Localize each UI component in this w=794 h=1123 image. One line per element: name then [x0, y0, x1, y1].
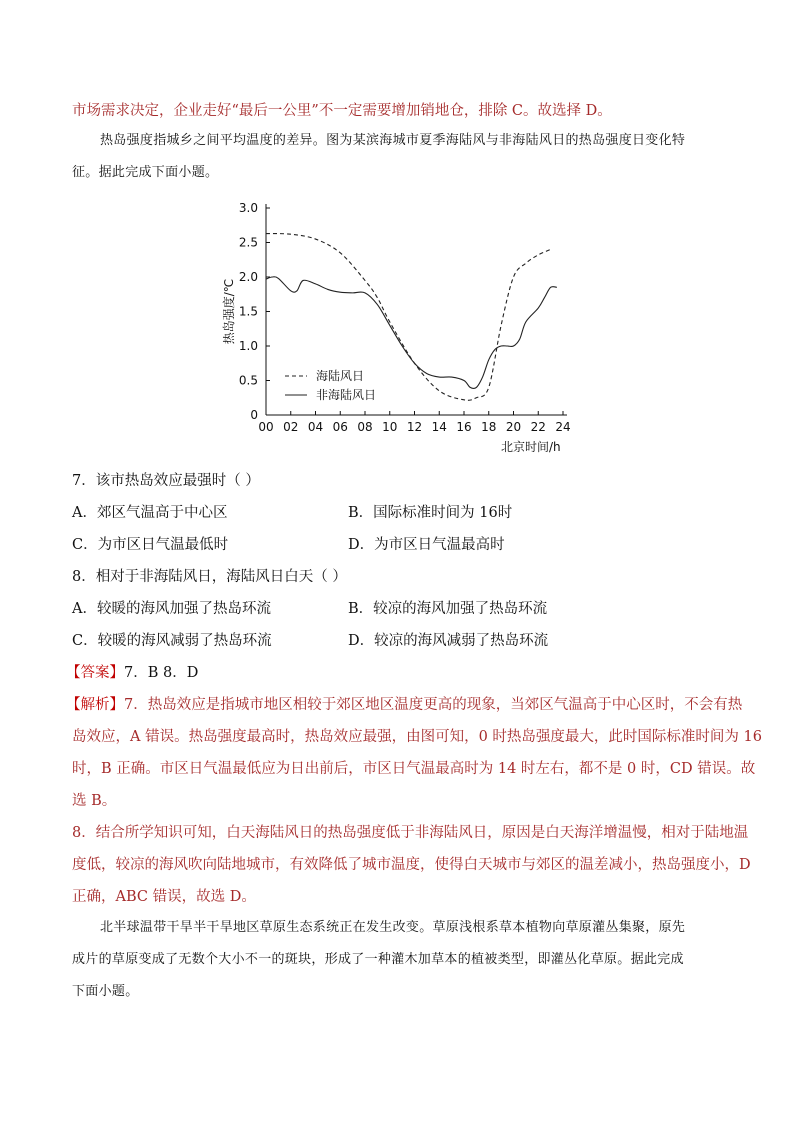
x-tick-label: 04 [307, 420, 324, 434]
q8-option-c[interactable]: C．较暖的海风减弱了热岛环流 [72, 633, 272, 649]
y-axis-label: 热岛强度/℃ [222, 278, 236, 345]
x-tick-label: 22 [530, 420, 546, 434]
series-line-non-sea-land-breeze [266, 277, 557, 389]
x-axis-label: 北京时间/h [501, 440, 561, 454]
q7-option-b[interactable]: B．国际标准时间为 16时 [348, 505, 513, 521]
x-tick-label: 12 [406, 420, 423, 434]
answer-line [66, 663, 198, 683]
x-tick-label: 00 [258, 420, 274, 434]
analysis-line4: 选 B。 [72, 793, 117, 809]
q8-stem: 8．相对于非海陆风日，海陆风日白天（ ） [72, 569, 347, 585]
analysis8-line2: 度低，较凉的海风吹向陆地城市，有效降低了城市温度，使得白天城市与郊区的温差减小，热岛强度小，D [72, 857, 751, 873]
x-tick-label: 06 [332, 420, 348, 434]
y-tick-label: 0 [250, 408, 258, 422]
answer-tag: 【答案】 [66, 665, 124, 681]
legend-label: 非海陆风日 [316, 388, 377, 402]
y-tick-labels [239, 201, 270, 422]
analysis-line3: 时，B 正确。市区日气温最低应为日出前后，市区日气温最高时为 14 时左右，都不是 0 时，CD 错误。故 [72, 761, 756, 777]
legend-label: 海陆风日 [316, 369, 365, 383]
q7-stem: 7．该市热岛效应最强时（ ） [72, 473, 260, 489]
q8-option-a[interactable]: A．较暖的海风加强了热岛环流 [72, 601, 271, 617]
y-tick-label: 3.0 [238, 201, 258, 215]
q7-option-c[interactable]: C．为市区日气温最低时 [72, 537, 229, 553]
y-tick-label: 0.5 [238, 373, 258, 388]
x-tick-label: 02 [283, 420, 299, 434]
analysis-text-1: 7．热岛效应是指城市地区相较于郊区地区温度更高的现象，当郊区气温高于中心区时，不会有热 [124, 697, 743, 713]
answer-text: 7．B 8．D [124, 665, 199, 681]
chart-series [266, 234, 557, 401]
y-tick-label: 2.5 [238, 235, 258, 250]
passage2-line3: 下面小题。 [72, 984, 139, 999]
x-tick-label: 10 [382, 420, 398, 434]
q8-option-d[interactable]: D．较凉的海风减弱了热岛环流 [348, 633, 549, 649]
x-tick-label: 18 [481, 420, 497, 434]
q8-option-b[interactable]: B．较凉的海风加强了热岛环流 [348, 601, 548, 617]
q7-option-a[interactable]: A．郊区气温高于中心区 [72, 505, 228, 521]
analysis8-line1: 8．结合所学知识可知，白天海陆风日的热岛强度低于非海陆风日，原因是白天海洋增温慢，相对于陆地温 [72, 825, 749, 841]
analysis-tag: 【解析】 [66, 697, 124, 713]
passage2-line1: 北半球温带干旱半干旱地区草原生态系统正在发生改变。草原浅根系草本植物向草原灌丛集聚，原先 [100, 920, 686, 935]
chart-axes [266, 204, 567, 415]
analysis-line1 [66, 695, 742, 715]
y-tick-label: 2.0 [238, 270, 258, 284]
analysis-line2: 岛效应，A 错误。热岛强度最高时，热岛效应最强，由图可知，0 时热岛强度最大，此时国际标准时间为 16 [72, 729, 762, 745]
y-tick-label: 1.5 [238, 304, 258, 319]
q7-option-d[interactable]: D．为市区日气温最高时 [348, 537, 505, 553]
passage2-line2: 成片的草原变成了无数个大小不一的斑块，形成了一种灌木加草本的植被类型，即灌丛化草原。据此完成 [72, 952, 684, 967]
analysis8-line3: 正确，ABC 错误，故选 D。 [72, 889, 256, 905]
passage-intro-line2: 征。据此完成下面小题。 [72, 165, 219, 180]
x-tick-label: 20 [505, 420, 522, 434]
x-tick-label: 24 [555, 420, 571, 434]
series-line-sea-land-breeze [266, 234, 551, 401]
x-tick-label: 14 [431, 420, 447, 434]
previous-answer-text: 市场需求决定，企业走好“最后一公里”不一定需要增加销地仓，排除 C。故选择 D。 [72, 103, 612, 119]
passage-intro-line1: 热岛强度指城乡之间平均温度的差异。图为某滨海城市夏季海陆风与非海陆风日的热岛强度日变化特 [100, 133, 686, 148]
y-tick-label: 1.0 [238, 339, 258, 353]
x-tick-label: 08 [357, 420, 373, 434]
x-tick-labels [258, 411, 570, 434]
heat-island-chart [215, 196, 585, 458]
x-tick-label: 16 [456, 420, 472, 434]
chart-legend [285, 368, 376, 402]
